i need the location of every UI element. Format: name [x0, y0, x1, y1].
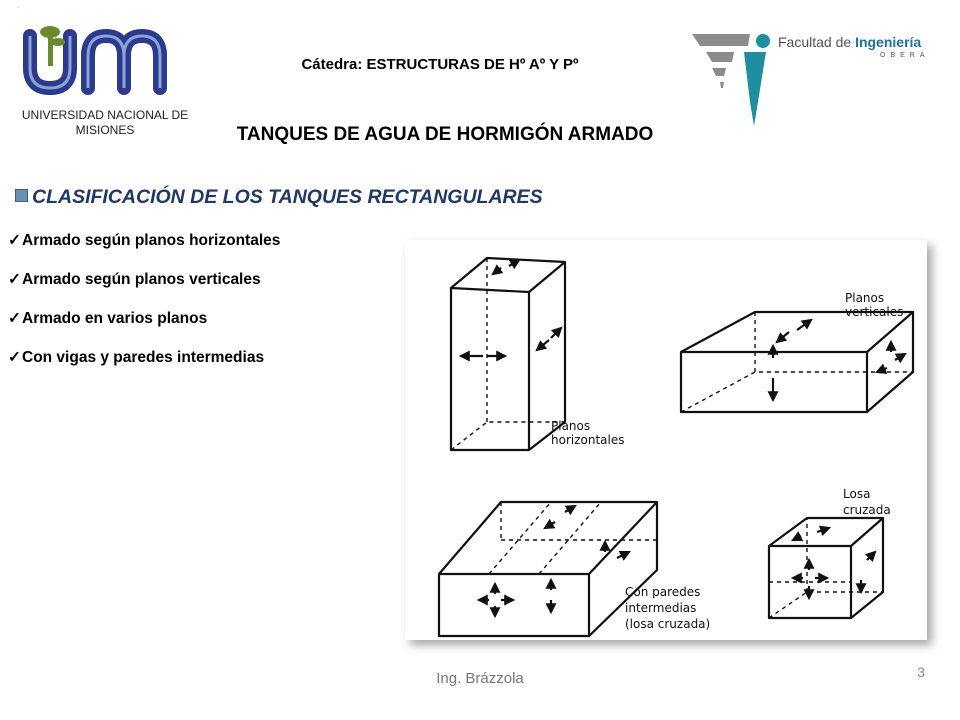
small-tank-drawing — [769, 518, 883, 618]
bullet-list — [8, 228, 398, 384]
label-paredes-1: Con paredes — [625, 585, 701, 599]
faculty-label: Facultad de — [778, 34, 856, 50]
page-number: 3 — [917, 664, 925, 680]
label-planos-verticales-2: verticales — [845, 305, 904, 319]
list-item: ✓Con vigas y paredes intermedias — [8, 345, 398, 384]
tank-diagram-figure — [405, 240, 927, 640]
university-name: UNIVERSIDAD NACIONAL DE MISIONES — [21, 108, 189, 137]
list-item: ✓Armado según planos verticales — [8, 267, 398, 306]
checkmark-icon: ✓ — [8, 271, 21, 288]
svg-text:um: um — [18, 8, 20, 9]
label-planos-verticales-1: Planos — [845, 291, 885, 305]
university-logo — [18, 8, 178, 98]
label-planos-horizontales-2: horizontales — [551, 433, 625, 447]
section-subtitle — [15, 186, 675, 209]
list-item: ✓Armado según planos horizontales — [8, 228, 398, 267]
label-planos-horizontales-1: Planos — [551, 419, 591, 433]
faculty-logo — [690, 30, 940, 130]
label-losa-cruzada-2: cruzada — [843, 503, 891, 517]
square-bullet-icon — [15, 189, 28, 202]
page-title: TANQUES DE AGUA DE HORMIGÓN ARMADO — [236, 124, 654, 145]
faculty-label-bold: Ingeniería — [855, 34, 922, 50]
leaf-icon — [40, 26, 65, 66]
dot-icon — [756, 34, 770, 48]
subtitle-text: CLASIFICACIÓN DE LOS TANQUES RECTANGULARES — [32, 186, 543, 208]
label-losa-cruzada-1: Losa — [843, 487, 871, 501]
checkmark-icon: ✓ — [8, 349, 21, 366]
label-paredes-3: (losa cruzada) — [625, 617, 711, 631]
list-item: ✓Armado en varios planos — [8, 306, 398, 345]
catedra-label: Cátedra: ESTRUCTURAS DE Hº Aº Y Pº — [301, 56, 579, 73]
faculty-city: OBERA — [880, 52, 930, 59]
wide-tank-drawing — [681, 312, 913, 412]
label-paredes-2: intermedias — [625, 601, 697, 615]
long-tank-drawing — [439, 502, 657, 636]
footer-author: Ing. Brázzola — [436, 670, 524, 687]
checkmark-icon: ✓ — [8, 232, 21, 249]
tall-tank-drawing — [451, 258, 565, 450]
checkmark-icon: ✓ — [8, 310, 21, 327]
